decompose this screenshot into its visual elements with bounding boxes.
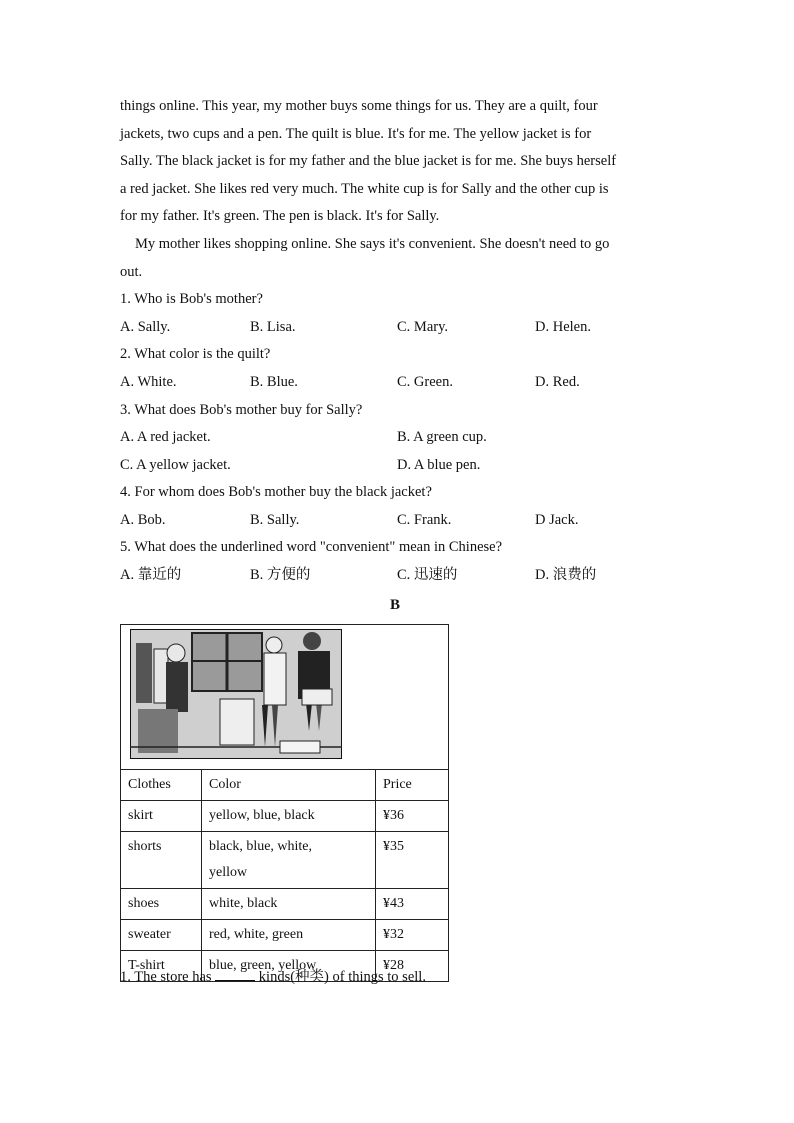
question-1-option-c[interactable]: C. Mary. [397, 319, 449, 335]
question-1-prefix: 1. The store has [120, 969, 212, 985]
section-b-question-1 [120, 968, 426, 986]
passage-line-7: out. [120, 264, 143, 280]
header-price: Price [376, 770, 449, 801]
row-color: blue, green, yellow [202, 951, 376, 982]
row-item: skirt [121, 801, 202, 832]
clothes-table [120, 624, 449, 982]
row-item: T-shirt [121, 951, 202, 982]
question-3-option-d[interactable]: D. A blue pen. [397, 457, 481, 473]
question-3-option-b[interactable]: B. A green cup. [397, 429, 487, 445]
store-picture-cell [121, 625, 449, 770]
question-4-text: 4. For whom does Bob's mother buy the black jacket? [120, 484, 432, 500]
section-b-heading: B [390, 597, 401, 613]
question-2-option-d[interactable]: D. Red. [535, 374, 580, 390]
question-2-option-c[interactable]: C. Green. [397, 374, 453, 390]
row-color: yellow, blue, black [202, 801, 376, 832]
table-row [121, 889, 449, 920]
row-item: shoes [121, 889, 202, 920]
header-color: Color [202, 770, 376, 801]
passage-line-6: My mother likes shopping online. She says it's convenient. She doesn't need to go [135, 236, 610, 252]
question-2-option-b[interactable]: B. Blue. [250, 374, 298, 390]
passage-line-2: jackets, two cups and a pen. The quilt is blue. It's for me. The yellow jacket is for [120, 126, 592, 142]
question-2-text: 2. What color is the quilt? [120, 346, 271, 362]
question-1-text: 1. Who is Bob's mother? [120, 291, 263, 307]
question-4-option-b[interactable]: B. Sally. [250, 512, 300, 528]
row-price: ¥43 [376, 889, 449, 920]
passage-line-1: things online. This year, my mother buys some things for us. They are a quilt, four [120, 98, 598, 114]
table-row [121, 920, 449, 951]
question-3-option-a[interactable]: A. A red jacket. [120, 429, 211, 445]
answer-blank[interactable] [215, 968, 255, 981]
question-2-option-a[interactable]: A. White. [120, 374, 177, 390]
row-color-line-2: yellow [209, 865, 248, 880]
row-price: ¥36 [376, 801, 449, 832]
table-row [121, 801, 449, 832]
row-price: ¥28 [376, 951, 449, 982]
row-color-line-1: black, blue, white, [209, 839, 313, 854]
question-3-option-c[interactable]: C. A yellow jacket. [120, 457, 231, 473]
question-5-option-b[interactable]: B. 方便的 [250, 567, 311, 583]
question-4-option-d[interactable]: D Jack. [535, 512, 579, 528]
passage-line-4: a red jacket. She likes red very much. The white cup is for Sally and the other cup is [120, 181, 609, 197]
table-header-row [121, 770, 449, 801]
row-price: ¥35 [376, 832, 449, 889]
question-5-option-a[interactable]: A. 靠近的 [120, 567, 182, 583]
question-5-option-c[interactable]: C. 迅速的 [397, 567, 458, 583]
question-1-suffix: kinds(种类) of things to sell. [258, 969, 426, 985]
header-clothes: Clothes [121, 770, 202, 801]
row-color: red, white, green [202, 920, 376, 951]
clothing-store-illustration [130, 629, 342, 759]
row-item: sweater [121, 920, 202, 951]
question-3-text: 3. What does Bob's mother buy for Sally? [120, 402, 363, 418]
question-5-text: 5. What does the underlined word "convenient" mean in Chinese? [120, 539, 503, 555]
question-1-option-a[interactable]: A. Sally. [120, 319, 171, 335]
question-4-option-a[interactable]: A. Bob. [120, 512, 166, 528]
table-row [121, 832, 449, 889]
row-color: white, black [202, 889, 376, 920]
row-item: shorts [121, 832, 202, 889]
question-1-option-d[interactable]: D. Helen. [535, 319, 591, 335]
question-4-option-c[interactable]: C. Frank. [397, 512, 452, 528]
passage-line-5: for my father. It's green. The pen is black. It's for Sally. [120, 208, 440, 224]
passage-line-3: Sally. The black jacket is for my father and the blue jacket is for me. She buys herself [120, 153, 617, 169]
question-5-option-d[interactable]: D. 浪费的 [535, 567, 597, 583]
question-1-option-b[interactable]: B. Lisa. [250, 319, 296, 335]
row-color [202, 832, 376, 889]
row-price: ¥32 [376, 920, 449, 951]
